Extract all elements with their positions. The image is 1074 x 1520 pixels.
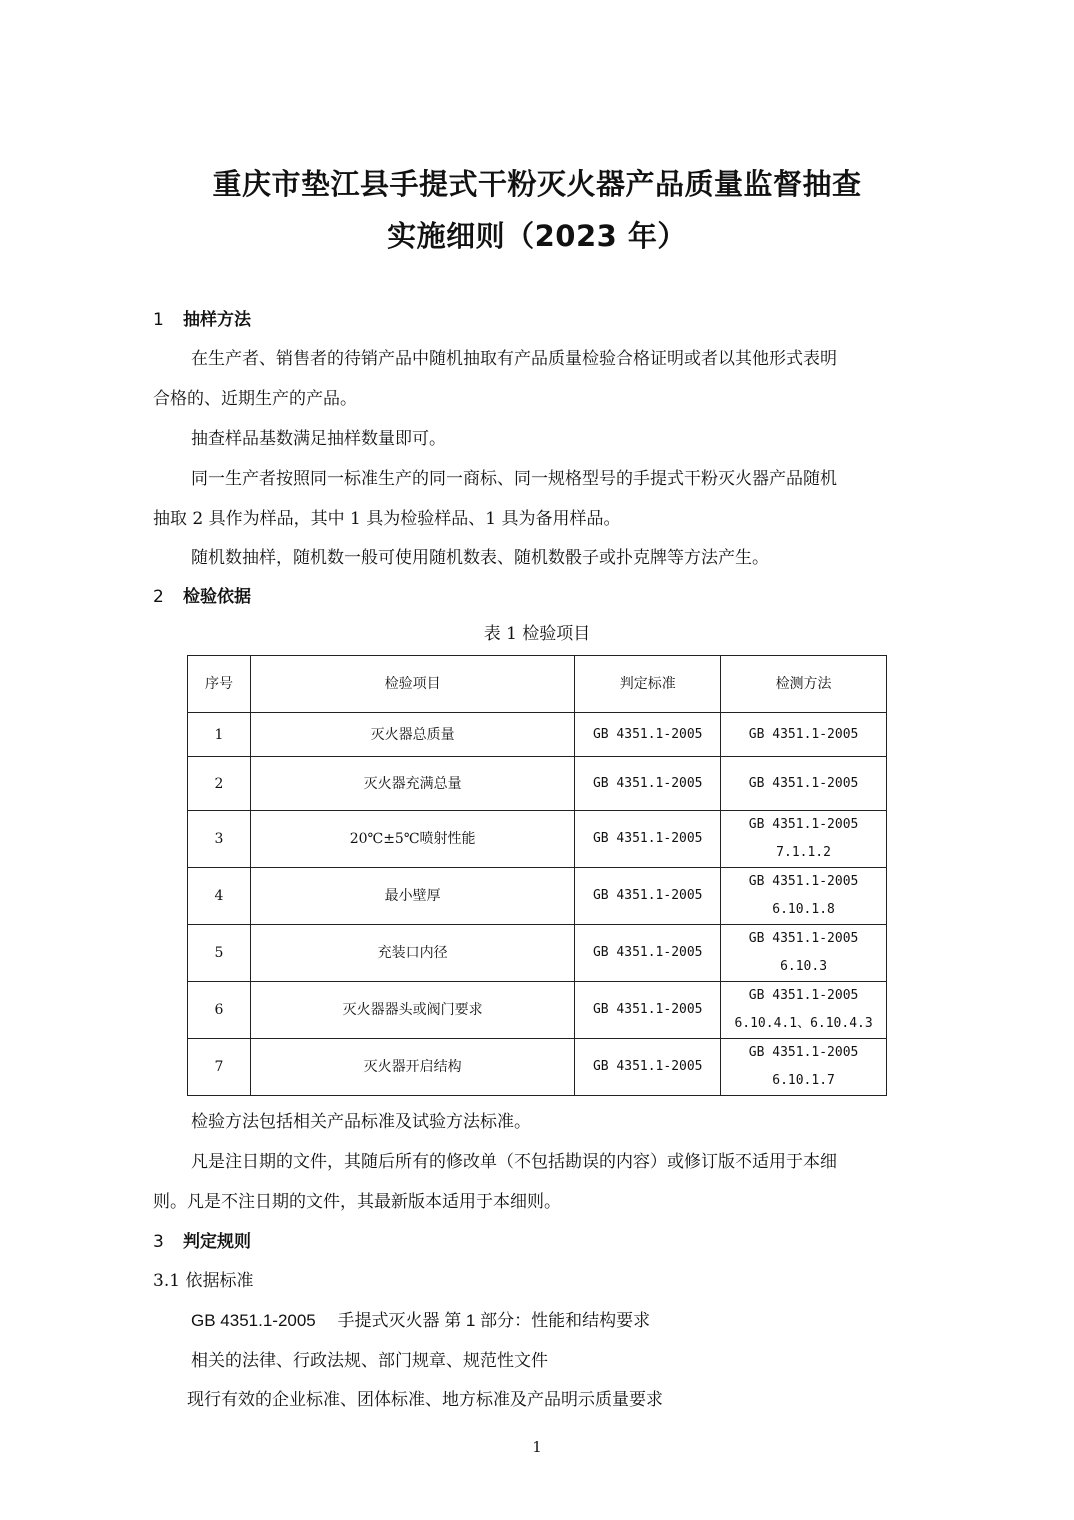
paragraph: 同一生产者按照同一标准生产的同一商标、同一规格型号的手提式干粉灭火器产品随机 <box>191 469 837 489</box>
reference-item: 现行有效的企业标准、团体标准、地方标准及产品明示质量要求 <box>187 1390 663 1410</box>
header-item: 检验项目 <box>250 656 574 713</box>
table-row <box>188 982 887 1039</box>
method-standard: GB 4351.1-2005 <box>748 988 859 1003</box>
paragraph: 凡是注日期的文件，其随后所有的修改单（不包括勘误的内容）或修订版不适用于本细 <box>191 1152 837 1172</box>
paragraph: 抽取 2 具作为样品，其中 1 具为检验样品、1 具为备用样品。 <box>153 509 621 529</box>
section3-heading <box>153 1230 251 1254</box>
paragraph: 合格的、近期生产的产品。 <box>153 389 357 409</box>
cell-serial: 3 <box>188 811 251 868</box>
header-method: 检测方法 <box>721 656 887 713</box>
cell-method <box>721 925 887 982</box>
cell-standard: GB 4351.1-2005 <box>575 713 721 757</box>
method-standard: GB 4351.1-2005 <box>748 931 859 946</box>
cell-standard: GB 4351.1-2005 <box>575 925 721 982</box>
method-standard: GB 4351.1-2005 <box>748 817 859 832</box>
header-serial: 序号 <box>188 656 251 713</box>
cell-serial: 4 <box>188 868 251 925</box>
method-clause: 6.10.3 <box>780 959 828 974</box>
cell-item: 充装口内径 <box>250 925 574 982</box>
method-clause: 6.10.1.7 <box>772 1073 835 1088</box>
method-clause: 6.10.1.8 <box>772 902 835 917</box>
section1-number: 1 <box>153 310 164 330</box>
cell-standard: GB 4351.1-2005 <box>575 1039 721 1096</box>
table-caption: 表 1 检验项目 <box>483 624 591 644</box>
section2-title: 检验依据 <box>183 587 251 607</box>
table-header-row <box>188 656 887 713</box>
method-standard: GB 4351.1-2005 <box>748 1045 859 1060</box>
cell-method <box>721 982 887 1039</box>
subsection-heading: 3.1 依据标准 <box>153 1271 254 1291</box>
standard-reference: GB 4351.1-2005 手提式灭火器 第 1 部分：性能和结构要求 <box>191 1311 651 1330</box>
method-standard: GB 4351.1-2005 <box>748 775 859 791</box>
method-standard: GB 4351.1-2005 <box>748 726 859 742</box>
paragraph: 随机数抽样，随机数一般可使用随机数表、随机数骰子或扑克牌等方法产生。 <box>191 548 769 568</box>
method-clause: 7.1.1.2 <box>776 845 831 860</box>
page-number: 1 <box>532 1438 542 1456</box>
cell-item: 灭火器开启结构 <box>250 1039 574 1096</box>
table-row <box>188 811 887 868</box>
cell-item: 灭火器充满总量 <box>250 757 574 811</box>
method-standard: GB 4351.1-2005 <box>748 874 859 889</box>
table-row <box>188 1039 887 1096</box>
cell-method <box>721 868 887 925</box>
paragraph: 抽查样品基数满足抽样数量即可。 <box>191 429 446 449</box>
cell-standard: GB 4351.1-2005 <box>575 982 721 1039</box>
cell-standard: GB 4351.1-2005 <box>575 811 721 868</box>
cell-serial: 2 <box>188 757 251 811</box>
reference-item: 相关的法律、行政法规、部门规章、规范性文件 <box>191 1351 548 1371</box>
section1-heading <box>153 308 251 332</box>
table-row <box>188 713 887 757</box>
document-title-line2: 实施细则（2023 年） <box>387 219 687 253</box>
paragraph: 则。凡是不注日期的文件，其最新版本适用于本细则。 <box>153 1192 561 1212</box>
cell-standard: GB 4351.1-2005 <box>575 868 721 925</box>
header-standard: 判定标准 <box>575 656 721 713</box>
cell-serial: 5 <box>188 925 251 982</box>
section3-title: 判定规则 <box>183 1232 251 1252</box>
cell-item: 灭火器器头或阀门要求 <box>250 982 574 1039</box>
cell-item: 20℃±5℃喷射性能 <box>250 811 574 868</box>
cell-method <box>721 1039 887 1096</box>
paragraph: 在生产者、销售者的待销产品中随机抽取有产品质量检验合格证明或者以其他形式表明 <box>191 349 837 369</box>
section2-number: 2 <box>153 587 164 607</box>
cell-method <box>721 811 887 868</box>
cell-serial: 6 <box>188 982 251 1039</box>
document-title-line1: 重庆市垫江县手提式干粉灭火器产品质量监督抽查 <box>212 167 862 201</box>
cell-method <box>721 757 887 811</box>
method-clause: 6.10.4.1、6.10.4.3 <box>734 1016 873 1031</box>
table-row <box>188 868 887 925</box>
cell-serial: 7 <box>188 1039 251 1096</box>
section2-heading <box>153 585 251 609</box>
cell-item: 灭火器总质量 <box>250 713 574 757</box>
cell-serial: 1 <box>188 713 251 757</box>
cell-standard: GB 4351.1-2005 <box>575 757 721 811</box>
section1-title: 抽样方法 <box>183 310 251 330</box>
cell-method <box>721 713 887 757</box>
cell-item: 最小壁厚 <box>250 868 574 925</box>
section3-number: 3 <box>153 1232 164 1252</box>
paragraph: 检验方法包括相关产品标准及试验方法标准。 <box>191 1112 531 1132</box>
inspection-items-table <box>187 655 887 1096</box>
table-row <box>188 925 887 982</box>
table-row <box>188 757 887 811</box>
